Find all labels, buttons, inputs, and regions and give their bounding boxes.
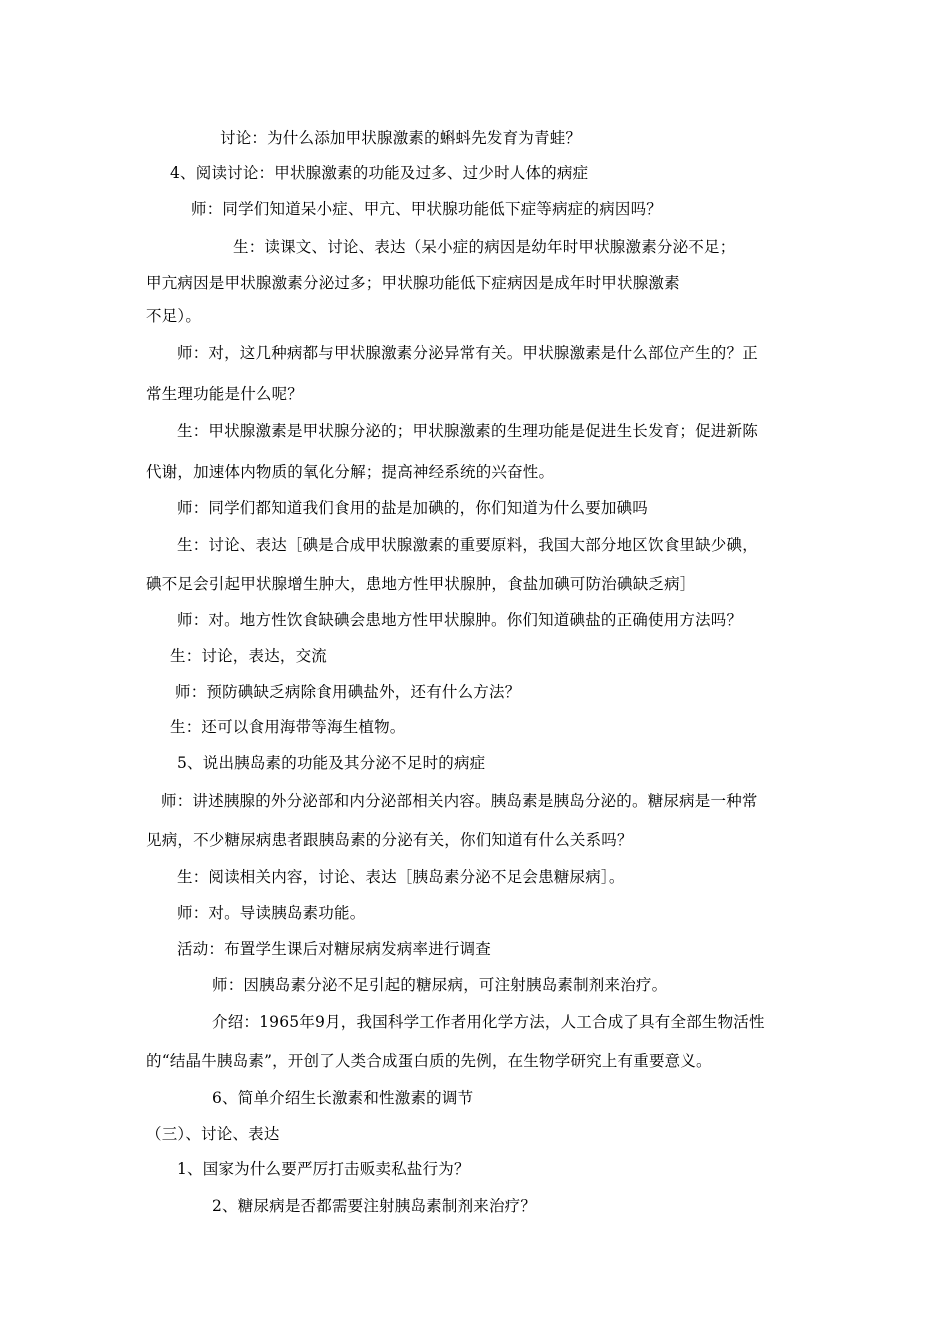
text-line: 生：甲状腺激素是甲状腺分泌的；甲状腺激素的生理功能是促进生长发育；促进新陈 bbox=[177, 422, 758, 440]
section-heading: 4、阅读讨论：甲状腺激素的功能及过多、过少时人体的病症 bbox=[170, 164, 589, 182]
question-line: 2、糖尿病是否都需要注射胰岛素制剂来治疗？ bbox=[212, 1197, 537, 1215]
text-line: 师：对。地方性饮食缺碘会患地方性甲状腺肿。你们知道碘盐的正确使用方法吗？ bbox=[177, 611, 743, 629]
text-line: 师：讲述胰腺的外分泌部和内分泌部相关内容。胰岛素是胰岛分泌的。糖尿病是一种常 bbox=[161, 792, 758, 810]
text-line: 讨论：为什么添加甲状腺激素的蝌蚪先发育为青蛙？ bbox=[220, 129, 582, 147]
text-line: 生：还可以食用海带等海生植物。 bbox=[170, 718, 406, 736]
text-line: 生：讨论，表达，交流 bbox=[170, 647, 328, 665]
text-line: 生：读课文、讨论、表达（呆小症的病因是幼年时甲状腺激素分泌不足； bbox=[233, 238, 736, 256]
text-line: 师：因胰岛素分泌不足引起的糖尿病，可注射胰岛素制剂来治疗。 bbox=[212, 976, 668, 994]
section-heading: （三）、讨论、表达 bbox=[146, 1125, 280, 1143]
section-heading: 5、说出胰岛素的功能及其分泌不足时的病症 bbox=[177, 754, 486, 772]
text-line: 师：预防碘缺乏病除食用碘盐外，还有什么方法？ bbox=[175, 683, 521, 701]
text-line: 碘不足会引起甲状腺增生肿大，患地方性甲状腺肿，食盐加碘可防治碘缺乏病］ bbox=[146, 575, 696, 593]
text-line: 的“结晶牛胰岛素”，开创了人类合成蛋白质的先例，在生物学研究上有重要意义。 bbox=[146, 1052, 712, 1070]
text-line: 甲亢病因是甲状腺激素分泌过多；甲状腺功能低下症病因是成年时甲状腺激素 bbox=[146, 274, 680, 292]
text-line: 活动：布置学生课后对糖尿病发病率进行调查 bbox=[177, 940, 492, 958]
text-line: 常生理功能是什么呢？ bbox=[146, 385, 304, 403]
text-line: 师：同学们都知道我们食用的盐是加碘的，你们知道为什么要加碘吗 bbox=[177, 499, 649, 517]
text-line: 代谢，加速体内物质的氧化分解；提高神经系统的兴奋性。 bbox=[146, 463, 555, 481]
question-line: 1、国家为什么要严厉打击贩卖私盐行为？ bbox=[177, 1160, 470, 1178]
text-line: 师：对。导读胰岛素功能。 bbox=[177, 904, 366, 922]
text-line: 生：讨论、表达［碘是合成甲状腺激素的重要原料，我国大部分地区饮食里缺少碘， bbox=[177, 536, 758, 554]
text-line: 师：同学们知道呆小症、甲亢、甲状腺功能低下症等病症的病因吗？ bbox=[191, 200, 663, 218]
text-line: 师：对，这几种病都与甲状腺激素分泌异常有关。甲状腺激素是什么部位产生的？正 bbox=[177, 344, 758, 362]
section-heading: 6、简单介绍生长激素和性激素的调节 bbox=[212, 1089, 474, 1107]
text-line: 见病，不少糖尿病患者跟胰岛素的分泌有关，你们知道有什么关系吗？ bbox=[146, 831, 633, 849]
text-line: 生：阅读相关内容，讨论、表达［胰岛素分泌不足会患糖尿病］。 bbox=[177, 868, 625, 886]
text-line: 不足）。 bbox=[146, 307, 202, 325]
text-line: 介绍：1965年9月，我国科学工作者用化学方法，人工合成了具有全部生物活性 bbox=[212, 1013, 765, 1031]
